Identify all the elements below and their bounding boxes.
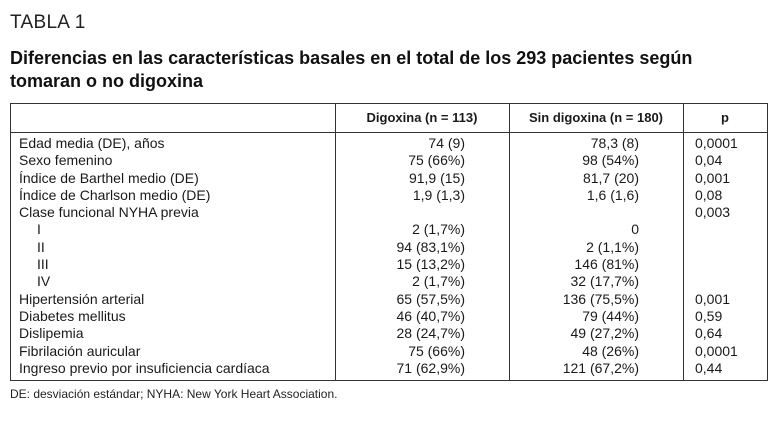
table-body <box>11 135 767 377</box>
cell-p-value: 0,64 <box>695 325 723 342</box>
header-sin-digoxina: Sin digoxina (n = 180) <box>529 110 663 125</box>
row-label: Fibrilación auricular <box>19 342 141 359</box>
row-label: Sexo femenino <box>19 152 113 169</box>
cell-sin-digoxina: 32 (17,7%) <box>570 273 639 290</box>
table-row <box>11 291 767 308</box>
table-row <box>11 221 767 238</box>
cell-p-value: 0,001 <box>695 290 731 307</box>
row-label: Ingreso previo por insuficiencia cardíaca <box>19 359 270 376</box>
table-row <box>11 152 767 169</box>
row-label: I <box>37 221 41 238</box>
cell-sin-digoxina: 2 (1,1%) <box>586 238 639 255</box>
cell-digoxina: 71 (62,9%) <box>396 359 465 376</box>
cell-p-value: 0,08 <box>695 186 723 203</box>
table-row <box>11 343 767 360</box>
cell-sin-digoxina: 146 (81%) <box>574 256 639 273</box>
cell-digoxina: 75 (66%) <box>408 152 465 169</box>
cell-digoxina: 46 (40,7%) <box>396 307 465 324</box>
cell-p-value: 0,44 <box>695 359 723 376</box>
cell-sin-digoxina: 0 <box>631 221 639 238</box>
row-label: II <box>37 238 45 255</box>
cell-p-value: 0,04 <box>695 152 723 169</box>
cell-sin-digoxina: 98 (54%) <box>582 152 639 169</box>
row-label: Índice de Barthel medio (DE) <box>19 169 199 186</box>
cell-sin-digoxina: 81,7 (20) <box>582 169 639 186</box>
table-row <box>11 360 767 377</box>
table-row <box>11 273 767 290</box>
cell-digoxina: 28 (24,7%) <box>396 325 465 342</box>
table-row <box>11 204 767 221</box>
cell-sin-digoxina: 49 (27,2%) <box>570 325 639 342</box>
cell-sin-digoxina: 121 (67,2%) <box>562 359 639 376</box>
table-header <box>11 104 767 133</box>
row-label: Dislipemia <box>19 325 84 342</box>
table-row <box>11 308 767 325</box>
cell-digoxina: 75 (66%) <box>408 342 465 359</box>
table-row <box>11 256 767 273</box>
row-label: Hipertensión arterial <box>19 290 145 307</box>
cell-digoxina: 2 (1,7%) <box>412 273 465 290</box>
row-label: Edad media (DE), años <box>19 135 165 151</box>
cell-digoxina: 65 (57,5%) <box>396 290 465 307</box>
cell-sin-digoxina: 79 (44%) <box>582 307 639 324</box>
footnote: DE: desviación estándar; NYHA: New York Heart Association. <box>10 387 338 401</box>
table-label: TABLA 1 <box>10 12 86 33</box>
table-row <box>11 187 767 204</box>
cell-sin-digoxina: 136 (75,5%) <box>562 290 639 307</box>
row-label: Índice de Charlson medio (DE) <box>19 186 211 203</box>
row-label: Diabetes mellitus <box>19 307 126 324</box>
cell-digoxina: 74 (9) <box>428 135 465 151</box>
cell-sin-digoxina: 1,6 (1,6) <box>586 186 639 203</box>
cell-digoxina: 91,9 (15) <box>408 169 465 186</box>
cell-p-value: 0,59 <box>695 307 723 324</box>
cell-sin-digoxina: 78,3 (8) <box>590 135 639 151</box>
header-digoxina: Digoxina (n = 113) <box>366 110 478 125</box>
row-label: III <box>37 256 49 273</box>
table-title: Diferencias en las características basales en el total de los 293 pacientes según tomaran o no digoxina <box>10 48 693 91</box>
data-table <box>10 103 768 381</box>
cell-digoxina: 1,9 (1,3) <box>412 186 465 203</box>
table-row <box>11 239 767 256</box>
row-label: Clase funcional NYHA previa <box>19 204 199 221</box>
cell-digoxina: 2 (1,7%) <box>412 221 465 238</box>
cell-p-value: 0,001 <box>695 169 731 186</box>
cell-p-value: 0,003 <box>695 204 731 221</box>
table-row <box>11 135 767 152</box>
cell-digoxina: 94 (83,1%) <box>396 238 465 255</box>
cell-p-value: 0,0001 <box>695 135 738 151</box>
cell-digoxina: 15 (13,2%) <box>396 256 465 273</box>
cell-p-value: 0,0001 <box>695 342 738 359</box>
header-p: p <box>721 110 729 125</box>
table-row <box>11 325 767 342</box>
table-row <box>11 170 767 187</box>
row-label: IV <box>37 273 51 290</box>
cell-sin-digoxina: 48 (26%) <box>582 342 639 359</box>
